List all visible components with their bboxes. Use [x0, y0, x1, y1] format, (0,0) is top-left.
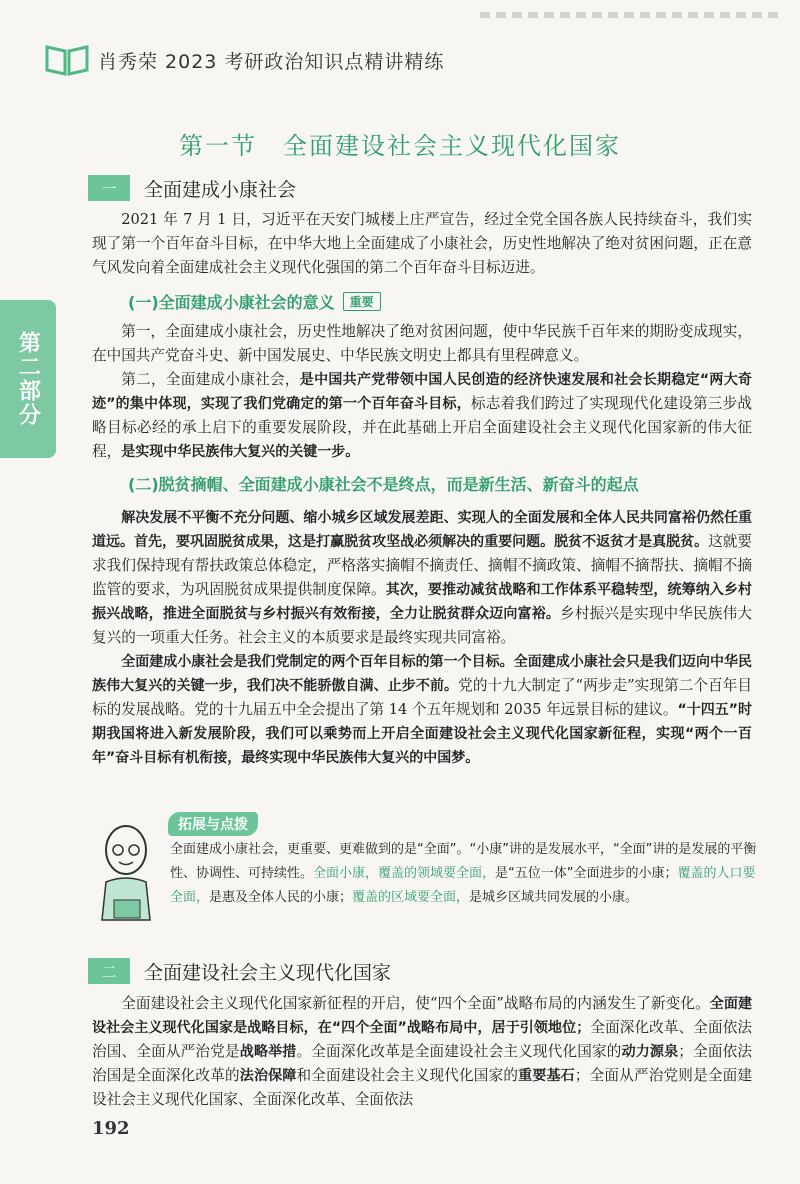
text-run: 全面建设社会主义现代化国家新征程的开启，使“四个全面”战略布局的内涵发生了新变化。 [121, 995, 710, 1012]
text-run: 乡村振兴是实现中华民族伟大复兴的一项重大任务。社会主义的本质要求是最终实现共同富裕。 [92, 605, 752, 646]
heading-text: 全面建成小康社会 [144, 178, 297, 201]
paragraph-poverty [92, 506, 752, 650]
heading-part-2 [88, 956, 391, 986]
text-run: 是“五位一体”全面进步的小康； [495, 866, 678, 881]
bold-run: 是中国共产党带领中国人民创造的经济快速发展和社会长期稳定“两大奇迹”的集中体现，实现了我们党确定的第一个百年奋斗目标， [92, 372, 752, 412]
highlight-run: 覆盖的区域要全面， [352, 890, 470, 905]
expand-label: 拓展与点拨 [168, 812, 258, 836]
open-book-icon [44, 43, 90, 77]
bold-run: 法治保障 [239, 1068, 297, 1084]
heading-badge: 一 [88, 175, 130, 201]
bold-run: 是实现中华民族伟大复兴的关键一步。 [121, 444, 360, 460]
heading-text: 全面建设社会主义现代化国家 [144, 961, 392, 984]
bold-run: 重要基石 [518, 1068, 575, 1084]
bold-run: 全面建设社会主义现代化国家是战略目标，在“四个全面”战略布局中，居于引领地位； [92, 996, 753, 1036]
text-run: 第二，全面建成小康社会， [121, 371, 300, 388]
subheading-2 [128, 472, 639, 495]
bold-run: “十四五”时期我国将进入新发展阶段，我们可以乘势而上开启全面建设社会主义现代化国家新征程，实现“两个一百年”奋斗目标有机衔接，最终实现中华民族伟大复兴的中国梦。 [92, 702, 752, 766]
text-run: 党的十九大制定了“两步走”实现第二个百年目标的发展战略。党的十九届五中全会提出了第 14 个五年规划和 2035 年远景目标的建议。 [92, 677, 752, 718]
text-run: 是惠及全体人民的小康； [209, 890, 353, 905]
heading-part-1 [88, 173, 296, 203]
text-run: 是城乡区域共同发展的小康。 [469, 890, 639, 905]
part-label: 第二部分 [15, 331, 41, 427]
part-side-tab [0, 300, 56, 458]
page-header [44, 40, 740, 80]
expand-note-box [90, 812, 760, 932]
highlight-run: 全面小康，覆盖的领域要全面， [313, 866, 496, 881]
bold-run: 战略举措 [239, 1044, 297, 1060]
text-run: 全面深化改革、全面依法治国、全面从严治党是 [92, 1019, 752, 1060]
text-run: 这就要求我们保持现有帮扶政策总体稳定，严格落实摘帽不摘责任、摘帽不摘政策、摘帽不摘帮扶、摘帽不摘监管的要求，为巩固脱贫成果提供制度保障。 [92, 533, 752, 598]
bold-run: 其次，要推动减贫战略和工作体系平稳转型，统筹纳入乡村振兴战略，推进全面脱贫与乡村振兴有效衔接，全力让脱贫群众迈向富裕。 [92, 582, 752, 622]
paragraph-goals [92, 650, 752, 770]
highlight-run: 覆盖的人口要全面， [170, 866, 756, 905]
text-run: 。全面深化改革是全面建设社会主义现代化国家的 [296, 1043, 622, 1060]
text-run: ；全面依法治国是全面深化改革的 [92, 1043, 752, 1084]
heading-badge: 二 [88, 958, 130, 984]
teacher-illustration-icon [92, 820, 164, 928]
section-title: 第一节 全面建设社会主义现代化国家 [179, 132, 621, 160]
top-edge-marks [480, 12, 780, 18]
bold-run: 全面建成小康社会是我们党制定的两个百年目标的第一个目标。全面建成小康社会只是我们迈向中华民族伟大复兴的关键一步，我们决不能骄傲自满、止步不前。 [92, 654, 752, 694]
expand-note-text [170, 838, 760, 910]
important-tag: 重要 [343, 292, 381, 311]
paragraph-significance-1: 第一，全面建成小康社会，历史性地解决了绝对贫困问题，使中华民族千百年来的期盼变成现实，在中国共产党奋斗史、新中国发展史、中华民族文明史上都具有里程碑意义。 [92, 323, 752, 364]
subheading-1-text: (一)全面建成小康社会的意义 [128, 293, 335, 312]
subheading-1 [128, 290, 381, 313]
text-run: 和全面建设社会主义现代化国家的 [296, 1067, 519, 1084]
text-run: 标志着我们跨过了实现现代化建设第三步战略目标必经的承上启下的重要发展阶段，并在此基础上开启全面建设社会主义现代化国家新的伟大征程， [92, 395, 752, 460]
bold-run: 动力源泉 [621, 1044, 679, 1060]
text-run: ；全面从严治党则是全面建设社会主义现代化国家、全面深化改革、全面依法 [92, 1067, 752, 1108]
paragraph-four-comprehensives [92, 992, 752, 1112]
book-title: 肖秀荣 2023 考研政治知识点精讲精练 [98, 50, 445, 73]
paragraph-significance-2 [92, 368, 752, 464]
text-run: 全面建成小康社会，更重要、更难做到的是“全面”。“小康”讲的是发展水平，“全面”讲的是发展的平衡性、协调性、可持续性。 [170, 842, 757, 881]
intro-paragraph: 2021 年 7 月 1 日，习近平在天安门城楼上庄严宣告，经过全党全国各族人民持续奋斗，我们实现了第一个百年奋斗目标，在中华大地上全面建成了小康社会，历史性地解决了绝对贫困问题，正在意气风发向着全面建成社会主义现代化强国的第二个百年奋斗目标迈进。 [92, 211, 752, 276]
page-number: 192 [92, 1118, 130, 1139]
subheading-2-text: (二)脱贫摘帽、全面建成小康社会不是终点，而是新生活、新奋斗的起点 [128, 475, 639, 494]
bold-run: 解决发展不平衡不充分问题、缩小城乡区域发展差距、实现人的全面发展和全体人民共同富裕仍然任重道远。首先，要巩固脱贫成果，这是打赢脱贫攻坚战必须解决的重要问题。脱贫不返贫才是真脱贫。 [92, 510, 752, 550]
